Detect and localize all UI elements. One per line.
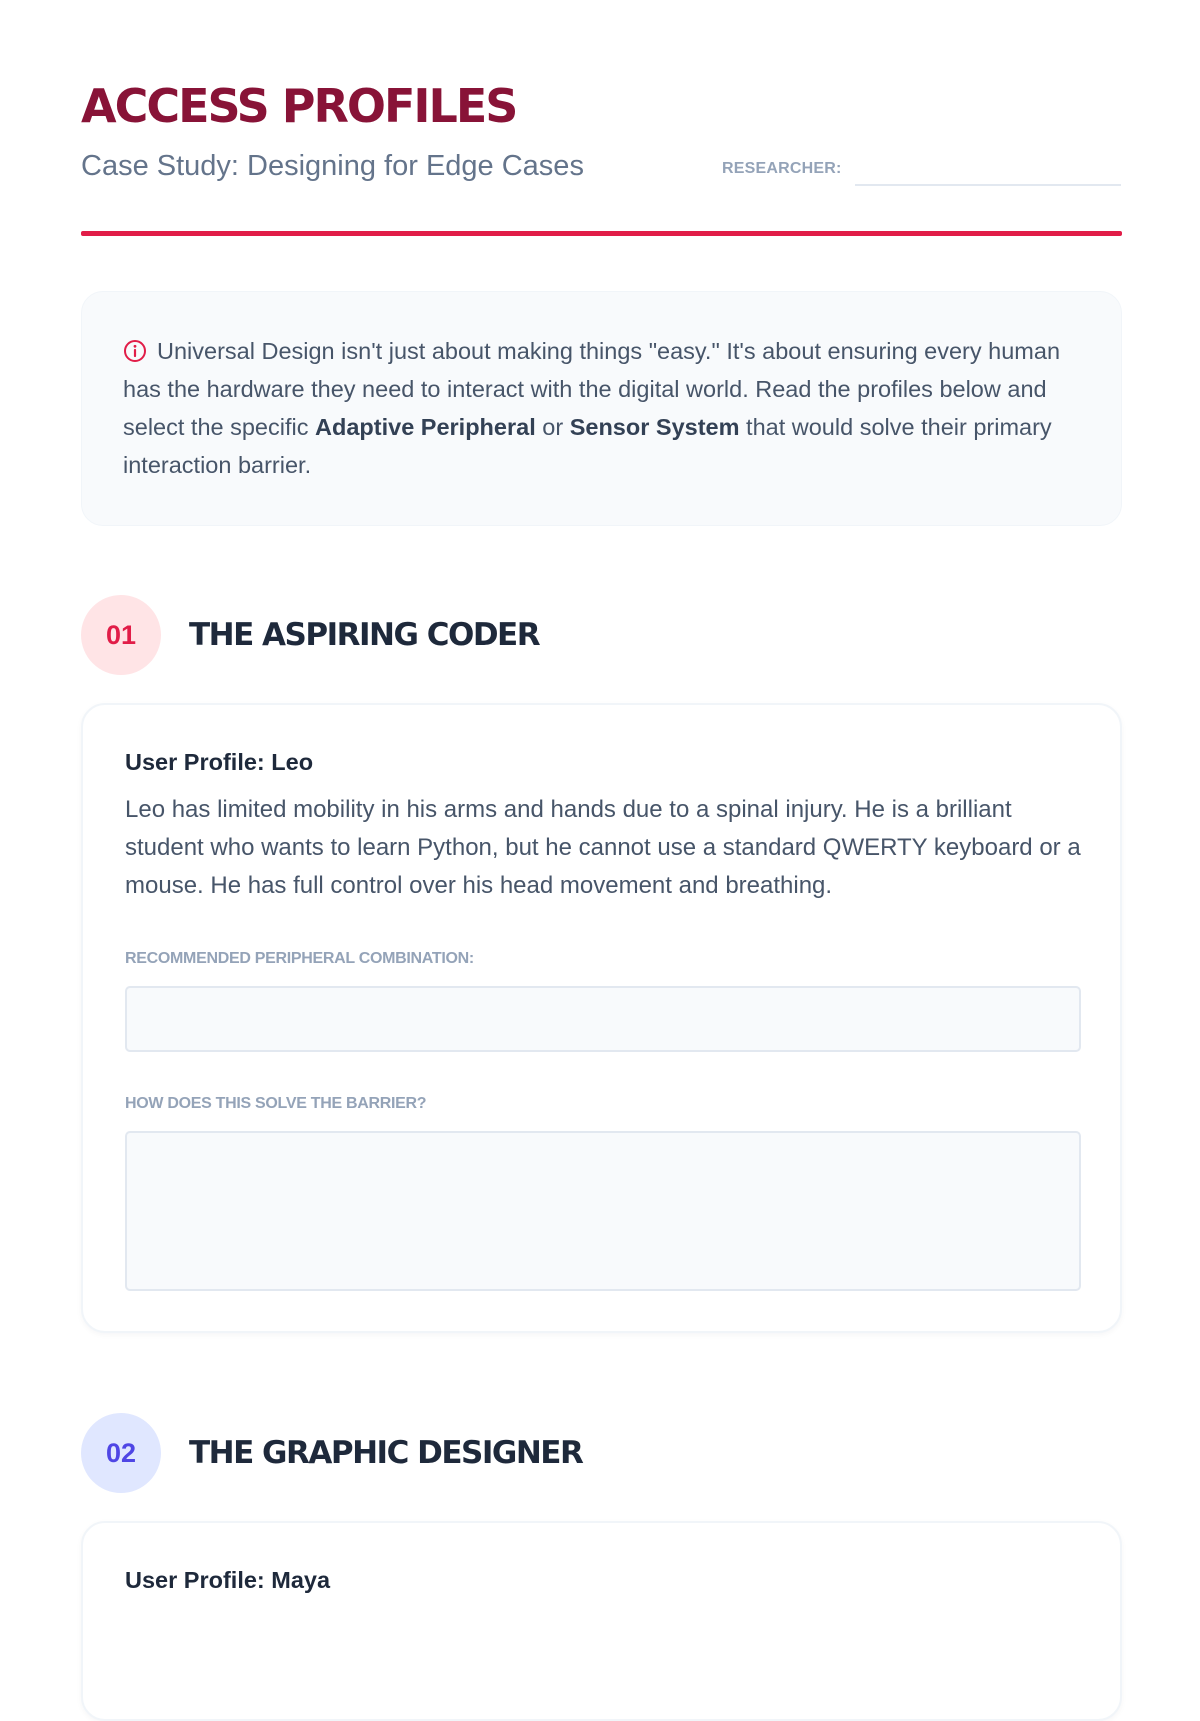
section-number-badge: 02: [81, 1413, 161, 1493]
intro-text-part-1: Universal Design isn't just about making things "easy." It's about ensuring every human has the hardware they need to interact with the digital world. Read the profiles below and select the specific: [123, 338, 1061, 440]
researcher-input[interactable]: [855, 150, 1121, 186]
section-header-01: [81, 595, 681, 675]
section-header-02: [81, 1413, 681, 1493]
intro-text-part-2: or: [535, 414, 570, 440]
info-icon: [123, 339, 147, 363]
page-subtitle: Case Study: Designing for Edge Cases: [81, 150, 584, 182]
intro-callout: [81, 291, 1122, 526]
peripheral-combination-label: RECOMMENDED PERIPHERAL COMBINATION:: [125, 950, 474, 967]
section-title: THE GRAPHIC DESIGNER: [189, 1435, 583, 1471]
page-title: ACCESS PROFILES: [81, 79, 517, 133]
barrier-solution-label: HOW DOES THIS SOLVE THE BARRIER?: [125, 1095, 427, 1112]
intro-text-part-3: that would solve their primary interaction barrier.: [123, 414, 1052, 478]
section-title: THE ASPIRING CODER: [189, 617, 540, 653]
intro-highlight-adaptive-peripheral: Adaptive Peripheral: [315, 414, 536, 440]
profile-card-maya: [81, 1521, 1122, 1721]
peripheral-combination-input[interactable]: [125, 986, 1081, 1052]
profile-name: User Profile: Leo: [125, 749, 314, 775]
profile-card-leo: [81, 703, 1122, 1333]
researcher-label: RESEARCHER:: [722, 160, 842, 177]
profile-description: Leo has limited mobility in his arms and hands due to a spinal injury. He is a brilliant student who wants to learn Python, but he cannot use a standard QWERTY keyboard or a mouse. He has full control over his head movement and breathing.: [125, 796, 1081, 899]
intro-highlight-sensor-system: Sensor System: [569, 414, 740, 440]
profile-name: User Profile: Maya: [125, 1567, 331, 1593]
intro-text: [123, 332, 1081, 484]
header-divider: [81, 231, 1122, 236]
section-number-badge: 01: [81, 595, 161, 675]
barrier-solution-textarea[interactable]: [125, 1131, 1081, 1291]
